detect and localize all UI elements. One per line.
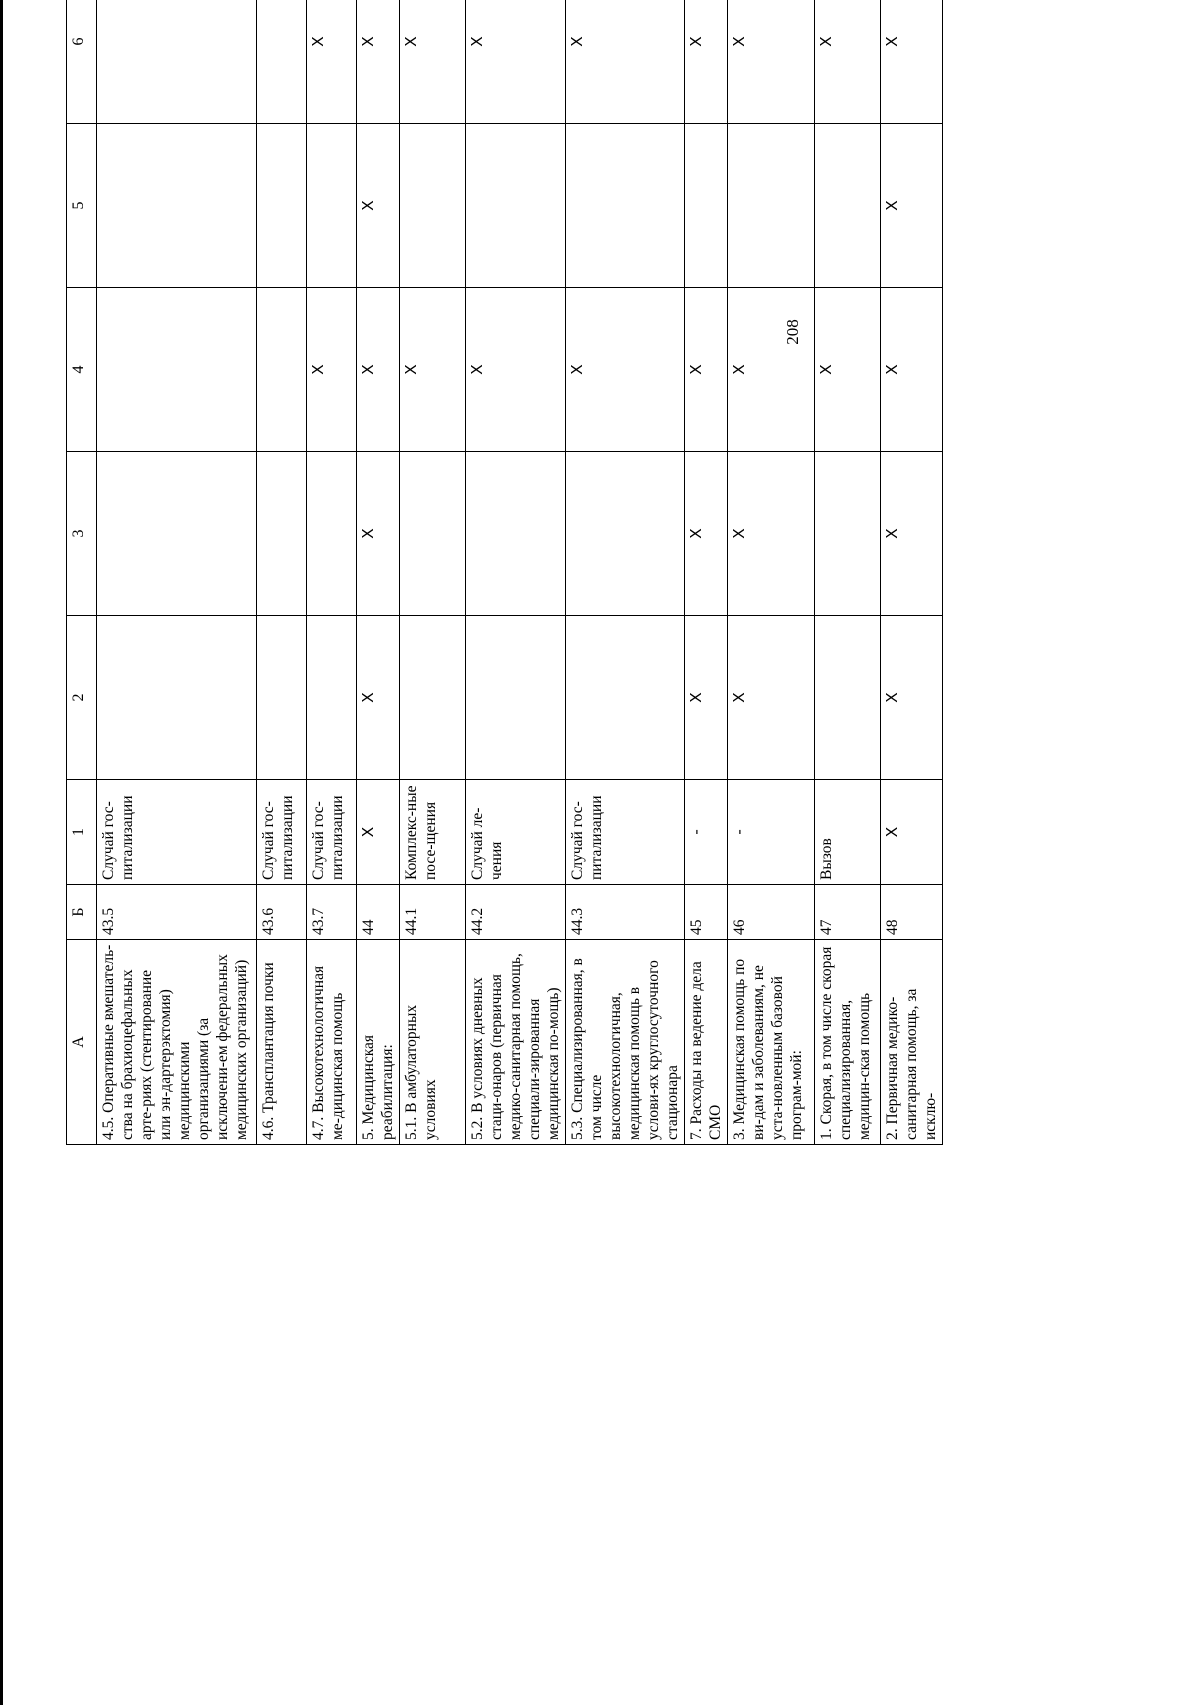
table-row	[566, 0, 685, 1145]
table-cell-b: 44.3	[566, 885, 685, 940]
table-cell-c5	[97, 124, 257, 288]
table-cell-c6: X	[685, 0, 728, 124]
table-cell-c5	[566, 124, 685, 288]
table-cell-c2	[466, 616, 566, 780]
table-cell-c1: Случай гос-питализации	[566, 780, 685, 885]
table-cell-c6: X	[307, 0, 357, 124]
table-cell-b: 43.5	[97, 885, 257, 940]
table-row	[815, 0, 881, 1145]
table-row	[881, 0, 943, 1145]
table-cell-c6: X	[566, 0, 685, 124]
table-cell-c3	[815, 452, 881, 616]
table-cell-b: 44	[357, 885, 400, 940]
header-cell: 1	[67, 780, 97, 885]
table-cell-c2: X	[881, 616, 943, 780]
table-cell-c5	[685, 124, 728, 288]
header-cell: 2	[67, 616, 97, 780]
table-cell-a: 3. Медицинская помощь по ви-дам и заболеваниям, не уста-новленным базовой програм-мой:	[728, 940, 815, 1145]
header-cell: 5	[67, 124, 97, 288]
header-cell: А	[67, 940, 97, 1145]
table-row	[357, 0, 400, 1145]
table-cell-c1: Случай гос-питализации	[257, 780, 307, 885]
table-cell-c3: X	[357, 452, 400, 616]
table-cell-c4: X	[881, 288, 943, 452]
header-cell: Б	[67, 885, 97, 940]
table-cell-c2: X	[685, 616, 728, 780]
table-cell-c4: X	[400, 288, 466, 452]
table-cell-c6: X	[728, 0, 815, 124]
table-cell-c3: X	[881, 452, 943, 616]
table-cell-a: 1. Скорая, в том числе скорая специализированная, медицин-ская помощь	[815, 940, 881, 1145]
table-cell-c2: X	[728, 616, 815, 780]
table-cell-c2	[307, 616, 357, 780]
table-row	[466, 0, 566, 1145]
table-cell-c6	[97, 0, 257, 124]
table-cell-b: 44.1	[400, 885, 466, 940]
table-row	[728, 0, 815, 1145]
table-cell-c1: -	[685, 780, 728, 885]
table-cell-c3	[400, 452, 466, 616]
table-cell-c3	[466, 452, 566, 616]
table-cell-c4: X	[357, 288, 400, 452]
table-cell-c6: X	[400, 0, 466, 124]
table-cell-c6: X	[815, 0, 881, 124]
table-cell-b: 47	[815, 885, 881, 940]
header-cell: 3	[67, 452, 97, 616]
table-cell-c4	[97, 288, 257, 452]
table-cell-c5	[466, 124, 566, 288]
table-row	[685, 0, 728, 1145]
table-cell-c1: Вызов	[815, 780, 881, 885]
table-cell-b: 43.7	[307, 885, 357, 940]
table-cell-a: 4.7. Высокотехнологичная ме-дицинская помощь	[307, 940, 357, 1145]
header-cell: 6	[67, 0, 97, 124]
table-cell-c4: X	[466, 288, 566, 452]
table-cell-b: 48	[881, 885, 943, 940]
table-cell-c1: X	[357, 780, 400, 885]
table-row	[97, 0, 257, 1145]
table-cell-c6: X	[466, 0, 566, 124]
table-cell-a: 5.1. В амбулаторных условиях	[400, 940, 466, 1145]
table-cell-c1: X	[881, 780, 943, 885]
table-cell-c5	[400, 124, 466, 288]
table-cell-c5: X	[357, 124, 400, 288]
table-cell-c3	[257, 452, 307, 616]
table-cell-c2	[257, 616, 307, 780]
table-cell-c6: X	[357, 0, 400, 124]
table-cell-c4: X	[566, 288, 685, 452]
table-cell-c2: X	[357, 616, 400, 780]
table-cell-a: 5. Медицинская реабилитация:	[357, 940, 400, 1145]
table-cell-c5	[257, 124, 307, 288]
table-cell-c4: X	[307, 288, 357, 452]
table-cell-c2	[815, 616, 881, 780]
table-cell-c5	[728, 124, 815, 288]
table-cell-c5	[307, 124, 357, 288]
table-cell-c1: -	[728, 780, 815, 885]
table-cell-c3	[566, 452, 685, 616]
table-cell-c6	[257, 0, 307, 124]
table-cell-c1: Случай ле-чения	[466, 780, 566, 885]
table-cell-c1: Комплекс-ные посе-щения	[400, 780, 466, 885]
table-cell-c5: X	[881, 124, 943, 288]
table-cell-c3: X	[728, 452, 815, 616]
table-row	[257, 0, 307, 1145]
table-cell-a: 5.2. В условиях дневных стаци-онаров (первичная медико-санитарная помощь, специали-зированная медицинская по-мощь)	[466, 940, 566, 1145]
table-cell-a: 2. Первичная медико-санитарная помощь, за исклю-	[881, 940, 943, 1145]
header-cell: 4	[67, 288, 97, 452]
table-cell-b: 43.6	[257, 885, 307, 940]
table-cell-c2	[400, 616, 466, 780]
table-cell-c1: Случай гос-питализации	[307, 780, 357, 885]
table-row	[307, 0, 357, 1145]
table-cell-c3: X	[685, 452, 728, 616]
data-table	[66, 0, 943, 1145]
header-row	[67, 0, 97, 1145]
page-number: 208	[783, 319, 802, 345]
table-cell-c4: X	[728, 288, 815, 452]
table-cell-c3	[307, 452, 357, 616]
table-cell-c4	[257, 288, 307, 452]
table-cell-c5	[815, 124, 881, 288]
table-cell-a: 4.5. Оперативные вмешатель-ства на брахиоцефальных арте-риях (стентирование или эн-дартерэктомия) медицинскими организациями (за исключени-ем федеральных медицинских организаций)	[97, 940, 257, 1145]
table-cell-c4: X	[685, 288, 728, 452]
table-cell-c3	[97, 452, 257, 616]
table-cell-a: 7. Расходы на ведение дела СМО	[685, 940, 728, 1145]
table-cell-b: 46	[728, 885, 815, 940]
table-row	[400, 0, 466, 1145]
table-cell-c2	[566, 616, 685, 780]
table-cell-b: 45	[685, 885, 728, 940]
table-cell-c6: X	[881, 0, 943, 124]
table-cell-c4: X	[815, 288, 881, 452]
table-cell-a: 4.6. Трансплантация почки	[257, 940, 307, 1145]
table-cell-a: 5.3. Специализированная, в том числе высокотехнологичная, медицинская помощь в услови-ях круглосуточного стационара	[566, 940, 685, 1145]
table-cell-c2	[97, 616, 257, 780]
table-cell-b: 44.2	[466, 885, 566, 940]
table-cell-c1: Случай гос-питализации	[97, 780, 257, 885]
